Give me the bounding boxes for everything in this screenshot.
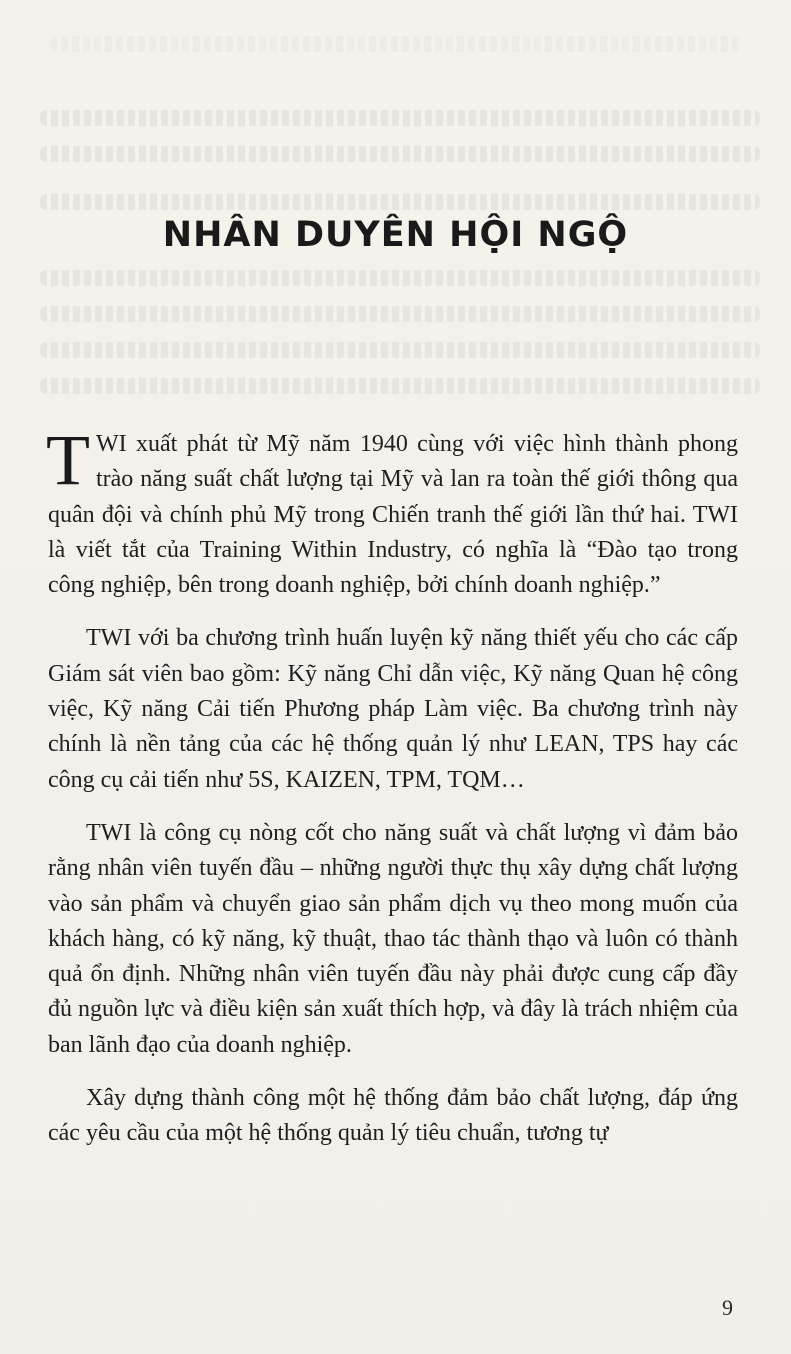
bleed-through-line	[40, 378, 760, 394]
bleed-through-line	[40, 110, 760, 126]
paragraph-1-text: WI xuất phát từ Mỹ năm 1940 cùng với việc hình thành phong trào năng suất chất lượng tại Mỹ và lan ra toàn thế giới thông qua quân đội và chính phủ Mỹ trong Chiến tranh thế giới lần thứ hai. TWI là viết tắt của Training Within Industry, có nghĩa là “Đào tạo trong công nghiệp, bên trong doanh nghiệp, bởi chính doanh nghiệp.”	[48, 431, 738, 599]
bleed-through-line	[40, 194, 760, 210]
paragraph-2: TWI với ba chương trình huấn luyện kỹ năng thiết yếu cho các cấp Giám sát viên bao gồm: Kỹ năng Chỉ dẫn việc, Kỹ năng Quan hệ công việc, Kỹ năng Cải tiến Phương pháp Làm việc. Ba chương trình này chính là nền tảng của các hệ thống quản lý như LEAN, TPS hay các công cụ cải tiến như 5S, KAIZEN, TPM, TQM…	[48, 625, 738, 793]
page-number: 9	[722, 1295, 733, 1320]
bleed-through-line	[40, 342, 760, 358]
paragraph-3: TWI là công cụ nòng cốt cho năng suất và chất lượng vì đảm bảo rằng nhân viên tuyến đầu – những người thực thụ xây dựng chất lượng vào sản phẩm và chuyển giao sản phẩm dịch vụ theo mong muốn của khách hàng, có kỹ năng, kỹ thuật, thao tác thành thạo và luôn có thành quả ổn định. Những nhân viên tuyến đầu này phải được cung cấp đầy đủ nguồn lực và điều kiện sản xuất thích hợp, và đây là trách nhiệm của ban lãnh đạo của doanh nghiệp.	[48, 819, 738, 1058]
body-text	[46, 420, 738, 1170]
bleed-through-line	[50, 36, 740, 52]
paragraph-1	[46, 420, 738, 603]
chapter-title: NHÂN DUYÊN HỘI NGỘ	[162, 215, 629, 255]
bleed-through-line	[40, 146, 760, 162]
bleed-through-line	[40, 270, 760, 286]
paragraph-4: Xây dựng thành công một hệ thống đảm bảo chất lượng, đáp ứng các yêu cầu của một hệ thống quản lý tiêu chuẩn, tương tự	[48, 1085, 738, 1147]
drop-cap: T	[46, 420, 90, 500]
bleed-through-line	[40, 306, 760, 322]
